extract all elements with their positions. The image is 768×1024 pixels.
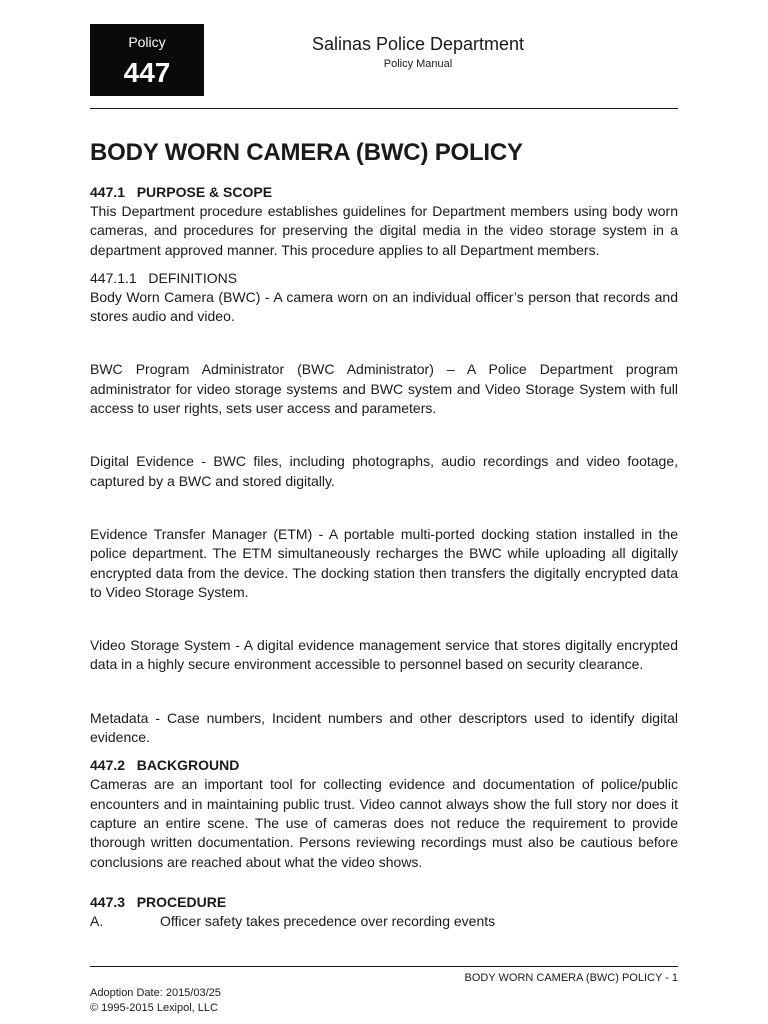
background-heading: 447.2 BACKGROUND — [90, 757, 240, 774]
definition-item: Metadata - Case numbers, Incident numbers and other descriptors used to identify digital evidence. — [90, 709, 678, 746]
list-marker: A. — [90, 912, 104, 929]
policy-label: Policy — [128, 34, 166, 50]
manual-name: Policy Manual — [383, 58, 453, 70]
procedure-list-item — [90, 912, 678, 931]
policy-number: 447 — [123, 57, 171, 88]
policy-number-badge — [90, 24, 204, 96]
procedure-heading: 447.3 PROCEDURE — [90, 893, 227, 910]
definition-item: Body Worn Camera (BWC) - A camera worn on an individual officer’s person that records and stores audio and video. — [90, 288, 678, 325]
header-divider — [90, 108, 678, 109]
definition-item: Digital Evidence - BWC files, including photographs, audio recordings and video footage, captured by a BWC and stored digitally. — [90, 453, 678, 489]
department-name: Salinas Police Department — [311, 34, 525, 54]
definitions-heading: 447.1.1 DEFINITIONS — [90, 269, 238, 286]
document-title: BODY WORN CAMERA (BWC) POLICY — [90, 139, 523, 166]
definition-item: BWC Program Administrator (BWC Administrator) – A Police Department program administrator for video storage systems and BWC system and Video Storage System with full access to user rights, sets user access and parameters. — [90, 361, 678, 417]
purpose-heading: 447.1 PURPOSE & SCOPE — [90, 184, 273, 200]
purpose-text: This Department procedure establishes guidelines for Department members using body worn cameras, and procedures for preserving the digital media in the video storage system in a department approved manner. This procedure applies to all Department members. — [90, 203, 678, 258]
copyright: © 1995-2015 Lexipol, LLC — [90, 1002, 218, 1014]
definition-item: Video Storage System - A digital evidence management service that stores digitally encrypted data in a highly secure environment accessible to personnel based on security clearance. — [90, 637, 678, 673]
document-body — [90, 183, 678, 931]
definition-item: Evidence Transfer Manager (ETM) - A portable multi-ported docking station installed in the police department. The ETM simultaneously recharges the BWC while uploading all digitally encrypted data from the device. The docking station then transfers the digitally encrypted data to Video Storage System. — [90, 525, 678, 600]
footer-divider — [90, 966, 678, 967]
footer-page-title: BODY WORN CAMERA (BWC) POLICY - 1 — [464, 972, 678, 984]
footer-meta — [90, 986, 221, 1016]
list-item-text: Officer safety takes precedence over recording events — [160, 912, 496, 929]
background-text: Cameras are an important tool for collecting evidence and documentation of police/public encounters and in maintaining public trust. Video cannot always show the full story nor does it capture an entire scene. The use of cameras does not reduce the requirement to provide thorough written documentation. Persons reviewing recordings must also be cautious before conclusions are reached about what the video shows. — [90, 776, 678, 870]
adoption-date: Adoption Date: 2015/03/25 — [90, 987, 221, 999]
